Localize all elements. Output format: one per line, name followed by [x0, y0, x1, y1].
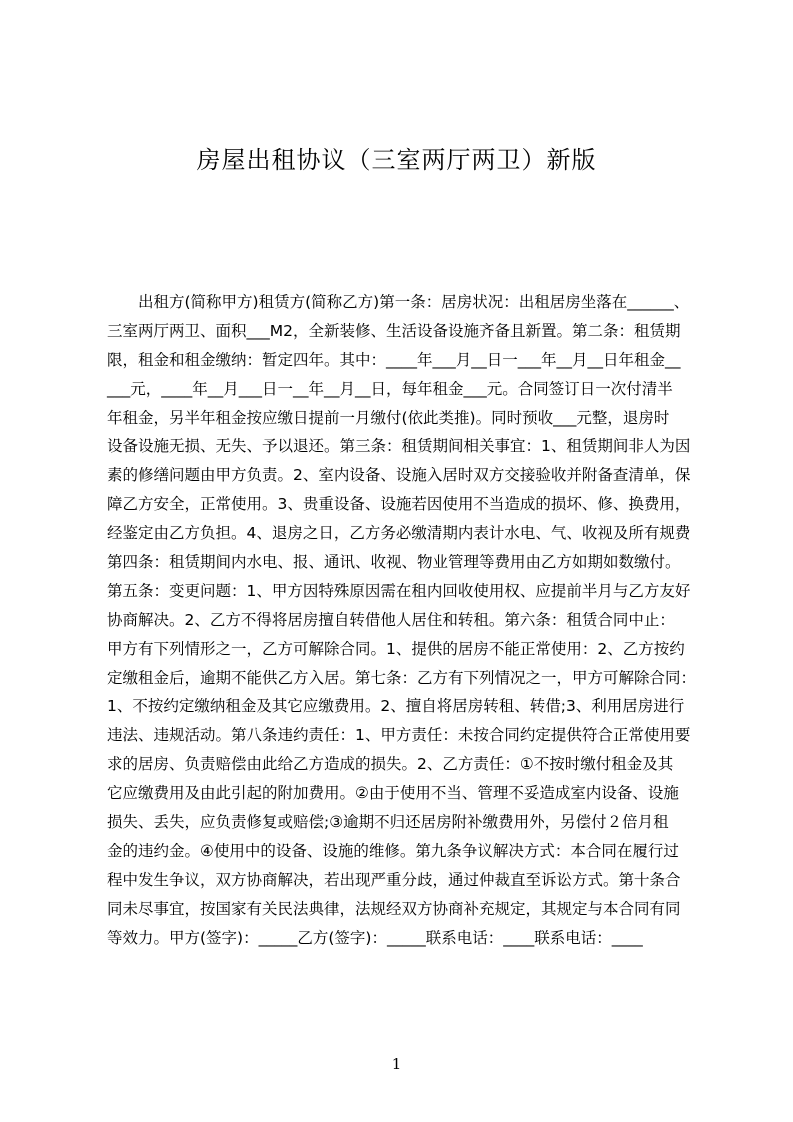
- body-line: 协商解决。2、乙方不得将居房擅自转借他人居住和转租。第六条：租赁合同中止：: [107, 610, 675, 629]
- body-line: 障乙方安全，正常使用。3、贵重设备、设施若因使用不当造成的损坏、修、换费用，: [107, 495, 691, 514]
- body-line: 经鉴定由乙方负担。4、退房之日，乙方务必缴清期内表计水电、气、收视及所有规费: [107, 524, 691, 543]
- body-line: 第五条：变更问题：1、甲方因特殊原因需在租内回收使用权、应提前半月与乙方友好: [107, 581, 691, 600]
- document-title: 房屋出租协议（三室两厅两卫）新版: [196, 146, 597, 174]
- body-line: 损失、丢失，应负责修复或赔偿;③逾期不归还居房附补缴费用外，另偿付２倍月租: [107, 813, 669, 832]
- body-line: 限，租金和租金缴纳：暂定四年。其中：____年___月__日一___年__月__日年租金__: [107, 350, 681, 369]
- body-line: 年租金，另半年租金按应缴日提前一月缴付(依此类推)。同时预收___元整，退房时: [107, 408, 670, 427]
- body-line: 求的居房、负责赔偿由此给乙方造成的损失。2、乙方责任：①不按时缴付租金及其: [107, 755, 674, 774]
- body-line: 第四条：租赁期间内水电、报、通讯、收视、物业管理等费用由乙方如期如数缴付。: [107, 553, 681, 572]
- body-paragraph: [107, 288, 747, 952]
- body-line: ___元，____年__月___日一__年__月__日，每年租金___元。合同签订日一次付清半: [107, 379, 673, 398]
- body-line: 程中发生争议，双方协商解决，若出现严重分歧，通过仲裁直至诉讼方式。第十条合: [107, 870, 681, 889]
- body-line: 设备设施无损、无失、予以退还。第三条：租赁期间相关事宜：1、租赁期间非人为因: [107, 437, 691, 456]
- body-line: 三室两厅两卫、面积___M2，全新装修、生活设备设施齐备且新置。第二条：租赁期: [107, 321, 681, 340]
- body-line: 素的修缮问题由甲方负责。2、室内设备、设施入居时双方交接验收并附备查清单，保: [107, 466, 691, 485]
- body-line: 违法、违规活动。第八条违约责任：1、甲方责任：未按合同约定提供符合正常使用要: [107, 726, 691, 745]
- page-number: 1: [391, 1055, 402, 1073]
- body-line: 定缴租金后，逾期不能供乙方入居。第七条：乙方有下列情况之一，甲方可解除合同：: [107, 668, 697, 687]
- body-line: 同未尽事宜，按国家有关民法典律，法规经双方协商补充规定，其规定与本合同有同: [107, 899, 681, 918]
- body-line: 1、不按约定缴纳租金及其它应缴费用。2、擅自将居房转租、转借;3、利用居房进行: [107, 697, 685, 716]
- body-line: 甲方有下列情形之一，乙方可解除合同。1、提供的居房不能正常使用：2、乙方按约: [107, 639, 685, 658]
- body-line: 出租方(简称甲方)租赁方(简称乙方)第一条：居房状况：出租居房坐落在______、: [107, 293, 690, 311]
- body-line: 它应缴费用及由此引起的附加费用。②由于使用不当、管理不妥造成室内设备、设施: [107, 784, 679, 803]
- body-line: 金的违约金。④使用中的设备、设施的维修。第九条争议解决方式：本合同在履行过: [107, 841, 679, 860]
- body-line: 等效力。甲方(签字)：_____乙方(签字)：_____联系电话：____联系电话：____: [107, 928, 643, 947]
- document-body: [107, 288, 698, 947]
